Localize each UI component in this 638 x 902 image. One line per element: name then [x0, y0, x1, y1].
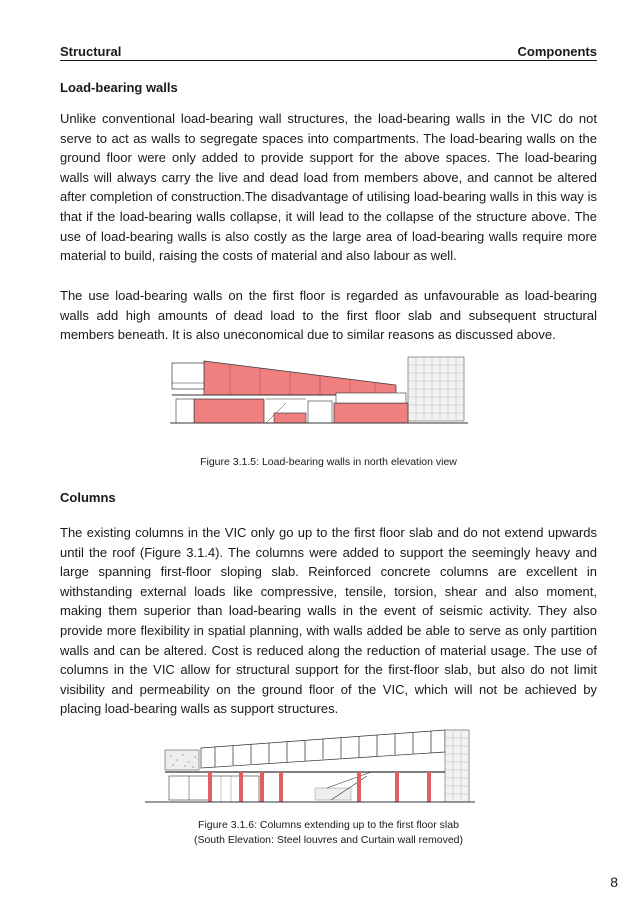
- load-bearing-wall-lower-right: [334, 403, 408, 423]
- north-elevation-figure: [170, 355, 470, 427]
- load-bearing-wall-lower-left: [194, 399, 264, 423]
- south-elevation-figure: [145, 728, 475, 810]
- page-header: [60, 42, 597, 61]
- figure-caption-3-1-5: Figure 3.1.5: Load-bearing walls in north elevation view: [200, 456, 457, 468]
- paragraph-load-bearing-2: The use load-bearing walls on the first floor is regarded as unfavourable as load-bearing walls add high amounts of dead load to the first floor slab and subsequent structural members beneath. It is also uneconomical due to similar reasons as discussed above.: [60, 288, 597, 343]
- heading-columns: Columns: [60, 490, 116, 505]
- header-right: Components: [517, 44, 597, 59]
- paragraph-load-bearing-1: Unlike conventional load-bearing wall structures, the load-bearing walls in the VIC do not serve to act as walls to segregate spaces into compartments. The load-bearing walls on the ground floor were only added to provide support for the above spaces. The load-bearing walls will always carry the live and dead load from members above, and cannot be altered after completion of construction.The disadvantage of utilising load-bearing walls in this way is that if the load-bearing walls collapse, it will lead to the collapse of the structure above. The use of load-bearing walls is also costly as the large area of load-bearing walls require more material to build, raising the costs of material and also labour as well.: [60, 111, 597, 264]
- load-bearing-wall-lower-mid: [274, 413, 306, 423]
- page-number: 8: [610, 874, 618, 890]
- header-left: Structural: [60, 44, 122, 59]
- figure-caption-3-1-6-line1: Figure 3.1.6: Columns extending up to the first floor slab: [198, 819, 459, 831]
- load-bearing-wall-upper: [204, 361, 396, 395]
- heading-load-bearing-walls: Load-bearing walls: [60, 80, 178, 95]
- paragraph-columns: The existing columns in the VIC only go up to the first floor slab and do not extend upwards until the roof (Figure 3.1.4). The columns were added to support the seemingly heavy and large spanning first-floor sloping slab. Reinforced concrete columns are excellent in withstanding external loads like compressive, tensile, torsion, shear and also moment, making them superior than load-bearing walls in the event of seismic activity. They also provide more flexibility in spatial planning, with walls added be able to serve as only partition walls and can be altered. Cost is reduced along the reduction of material usage. The use of columns in the VIC allow for structural support for the first-floor slab, but also do not limit visibility and permeability on the ground floor of the VIC, which will not be achieved by placing load-bearing walls as support structures.: [60, 525, 597, 717]
- figure-caption-3-1-6-line2: (South Elevation: Steel louvres and Curtain wall removed): [193, 834, 464, 846]
